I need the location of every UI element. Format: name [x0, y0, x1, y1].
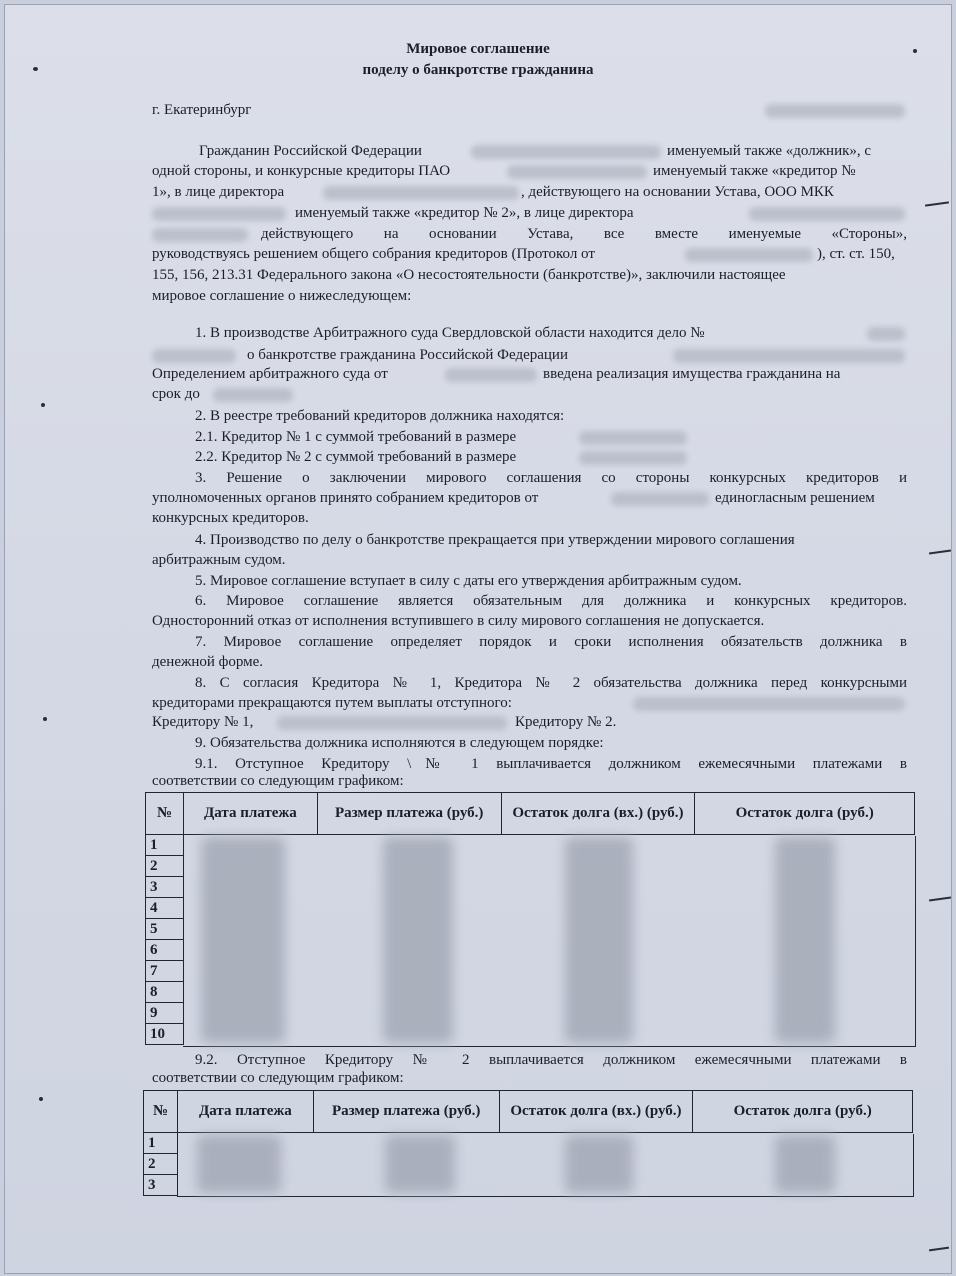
clause-3-text: конкурсных кредиторов. [152, 510, 309, 526]
clause-8-text: Кредитору № 2. [515, 714, 617, 730]
text-line: ), ст. ст. 150, [817, 246, 895, 262]
redacted-date [685, 248, 813, 262]
row-number: 2 [144, 1154, 178, 1175]
row-number: 3 [144, 1175, 178, 1196]
clause-1-text: Определением арбитражного суда от [152, 366, 388, 382]
redacted-date [213, 388, 293, 402]
redacted-name [749, 207, 905, 221]
row-number: 1 [144, 1133, 178, 1154]
clause-1-text: 1. В производстве Арбитражного суда Свердловской области находится дело № [195, 325, 705, 341]
column-header: Остаток долга (вх.) (руб.) [501, 793, 695, 835]
scan-mark [925, 201, 949, 206]
redacted-date [445, 368, 537, 382]
city-label: г. Екатеринбург [152, 102, 252, 118]
document-subtitle: поделу о банкротстве гражданина [362, 62, 594, 78]
clause-9-1-text: 9.1. Отступное Кредитору \№ 1 выплачивается должником ежемесячными платежами в [195, 756, 907, 772]
clause-8-text: 8. С согласия Кредитора № 1, Кредитора № 2 обязательства должника перед конкурсными [195, 675, 907, 691]
table-header-row [146, 793, 915, 835]
text-line: 155, 156, 213.31 Федерального закона «О несостоятельности (банкротстве)», заключили настоящее [152, 267, 786, 283]
column-header: Размер платежа (руб.) [317, 793, 501, 835]
clause-6-text: 6. Мировое соглашение является обязательным для должника и конкурсных кредиторов. [195, 593, 907, 609]
clause-1-text: о банкротстве гражданина Российской Федерации [247, 347, 568, 363]
row-number: 7 [146, 961, 184, 982]
clause-2-1-text: 2.1. Кредитор № 1 с суммой требований в размере [195, 429, 517, 445]
clause-9-text: 9. Обязательства должника исполняются в следующем порядке: [195, 735, 604, 751]
redacted-amount [633, 697, 905, 711]
row-number: 6 [146, 940, 184, 961]
clause-8-text: кредиторами прекращаются путем выплаты отступного: [152, 695, 512, 711]
text-line: Гражданин Российской Федерации [199, 143, 422, 159]
document-page [4, 4, 952, 1274]
clause-3-text: 3. Решение о заключении мирового соглашения со стороны конкурсных кредиторов и [195, 470, 907, 486]
text-line: именуемый также «должник», с [667, 143, 872, 159]
redacted-case-number [152, 349, 236, 363]
redacted-column [201, 837, 285, 1043]
clause-7-text: денежной форме. [152, 654, 264, 670]
redacted-date [611, 492, 709, 506]
text-line: действующего на основании Устава, все вместе именуемые «Стороны», [261, 226, 907, 242]
clause-6-text: Односторонний отказ от исполнения вступившего в силу мирового соглашения не допускается. [152, 613, 765, 629]
clause-2-2-text: 2.2. Кредитор № 2 с суммой требований в размере [195, 449, 517, 465]
redacted-amount [277, 716, 507, 730]
clause-3-text: уполномоченных органов принято собранием кредиторов от [152, 490, 539, 506]
column-header: № [144, 1091, 178, 1133]
redacted-column [775, 1135, 835, 1193]
scan-speck [39, 1097, 43, 1101]
redacted-date [765, 104, 905, 118]
text-line: 1», в лице директора [152, 184, 285, 200]
column-header: Остаток долга (вх.) (руб.) [499, 1091, 693, 1133]
clause-1-text: введена реализация имущества гражданина на [543, 366, 841, 382]
column-header: Остаток долга (руб.) [693, 1091, 913, 1133]
redacted-column [385, 1135, 455, 1193]
clause-2-text: 2. В реестре требований кредиторов должника находятся: [195, 408, 565, 424]
text-line: именуемый также «кредитор № 2», в лице директора [295, 205, 634, 221]
row-number: 4 [146, 898, 184, 919]
row-number: 3 [146, 877, 184, 898]
redacted-amount [579, 431, 687, 445]
redacted-name [152, 228, 248, 242]
scan-speck [41, 403, 45, 407]
row-number: 9 [146, 1003, 184, 1024]
clause-8-text: Кредитору № 1, [152, 714, 254, 730]
redacted-column [565, 837, 633, 1043]
column-header: № [146, 793, 184, 835]
column-header: Остаток долга (руб.) [695, 793, 915, 835]
redacted-name [152, 207, 286, 221]
redacted-amount [579, 451, 687, 465]
text-line: именуемый также «кредитор № [653, 163, 856, 179]
clause-7-text: 7. Мировое соглашение определяет порядок и сроки исполнения обязательств должника в [195, 634, 907, 650]
clause-4-text: арбитражным судом. [152, 552, 286, 568]
column-header: Размер платежа (руб.) [313, 1091, 499, 1133]
table-header-row [144, 1091, 913, 1133]
row-number: 1 [146, 835, 184, 856]
document-title: Мировое соглашение [406, 41, 550, 57]
clause-9-1-text: соответствии со следующим графиком: [152, 773, 404, 789]
column-header: Дата платежа [183, 793, 317, 835]
clause-9-2-text: 9.2. Отступное Кредитору № 2 выплачивается должником ежемесячными платежами в [195, 1052, 907, 1068]
redacted-name [471, 145, 661, 159]
scan-mark [929, 896, 951, 901]
text-line: , действующего на основании Устава, ООО МКК [521, 184, 834, 200]
redacted-column [197, 1135, 281, 1193]
scan-mark [929, 1247, 949, 1252]
column-header: Дата платежа [177, 1091, 313, 1133]
text-line: руководствуясь решением общего собрания кредиторов (Протокол от [152, 246, 595, 262]
text-line: мировое соглашение о нижеследующем: [152, 288, 412, 304]
row-number: 8 [146, 982, 184, 1003]
row-number: 2 [146, 856, 184, 877]
clause-4-text: 4. Производство по делу о банкротстве прекращается при утверждении мирового соглашения [195, 532, 795, 548]
redacted-column [775, 837, 835, 1043]
clause-1-text: срок до [152, 386, 200, 402]
redacted-name [323, 186, 519, 200]
text-line: одной стороны, и конкурсные кредиторы ПАО [152, 163, 451, 179]
row-number: 10 [146, 1024, 184, 1045]
redacted-name [673, 349, 905, 363]
redacted-column [565, 1135, 633, 1193]
scan-mark [929, 549, 951, 554]
clause-3-text: единогласным решением [715, 490, 875, 506]
row-number: 5 [146, 919, 184, 940]
redacted-case-number [867, 327, 905, 341]
redacted-column [383, 837, 453, 1043]
clause-9-2-text: соответствии со следующим графиком: [152, 1070, 404, 1086]
redacted-name [507, 165, 647, 179]
scan-speck [43, 717, 47, 721]
clause-5-text: 5. Мировое соглашение вступает в силу с даты его утверждения арбитражным судом. [195, 573, 742, 589]
